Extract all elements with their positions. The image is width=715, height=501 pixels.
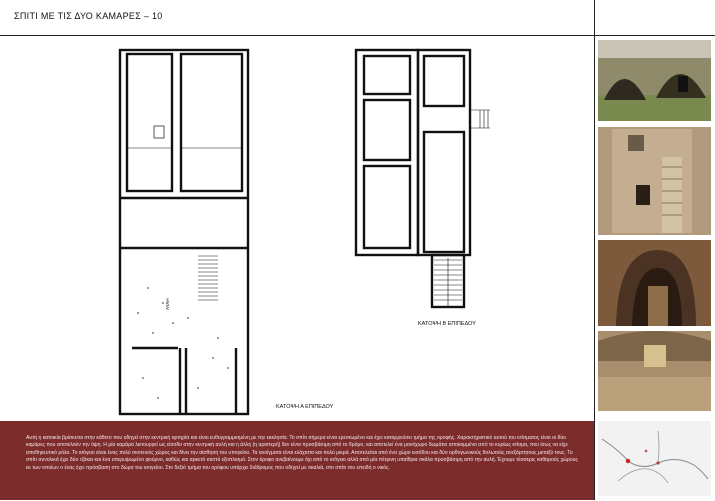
photo-vaulted-room: [598, 331, 711, 411]
courtyard-label: ΑΥΛΗ: [165, 298, 170, 310]
location-map: [598, 421, 711, 496]
first-floor-plan: [354, 48, 494, 310]
description-panel: [0, 421, 594, 500]
description-text: Αυτή η κατοικία βρίσκεται στην κάθετο που οδηγεί στην κεντρική αρτηρία και είναι ευθυγραμμισμένη με την εκκλησία. Το σπίτι σήμερα είναι ερειπωμένο και έχει καταρρεύσει τμήμα της οροφής. Χαρακτηριστικό αυτού του κτίσματος είναι οι δύο καμάρες που αποτελούν την όψη. Η μία καμάρα λειτουργεί ως είσοδο στην κεντρική αυλή και η άλλη (η αριστερή) δεν είναι προσβάσιμη από το δρόμο, και αποτελεί ένα μονόχωρο δωμάτιο αποκομμένο από το κυρίως κτίσμα, που ίσως να είχε αποθηκευτικό ρόλο. Το ισόγειο είναι ένας πολύ σκοτεινός χώρος και δίνει την αίσθηση του υπογείου. Τα ανοίγματα είναι ελάχιστα και πολύ μικρά. Αποτελείται από ένα χώρο εισόδου και δύο ορθογωνικούς θολωτούς ανεξάρτητους μεταξύ τους. Το σπίτι συνολικά έχει δύο τζάκια και ένα υπερυψωμένο φούρνο, καθώς και αρκετό κτιστό εξοπλισμό. Στον όροφο ανεβαίνουμε όχι από το ισόγειο αλλά από μία πέτρινη υπαίθρια σκάλα προσβάσιμη από την αυλή. Έχουμε τέσσερις καθαρούς χώρους εκ των οποίων ο ένας έχει πρόσβαση στο δώμα του ισογείου. Στο δεξιό τμήμα του ορόφου υπάρχει διάδρομος που οδηγεί με σκαλιά, στο σπίτι του επειδή ο νικός.: [26, 435, 579, 471]
photo-column-header: [595, 0, 715, 36]
photo-arches-exterior: [598, 40, 711, 121]
column-divider: [594, 0, 595, 500]
photo-interior-stairs: [598, 127, 711, 235]
plan-a-caption: ΚΑΤΟΨΗ Α ΕΠΙΠΕΔΟΥ: [276, 404, 334, 410]
plan-b-caption: ΚΑΤΟΨΗ Β ΕΠΙΠΕΔΟΥ: [418, 321, 476, 327]
photo-arch-interior: [598, 240, 711, 326]
header-bar: [0, 0, 594, 36]
ground-floor-plan: [118, 48, 250, 416]
page-title: ΣΠΙΤΙ ΜΕ ΤΙΣ ΔΥΟ ΚΑΜΑΡΕΣ – 10: [14, 11, 163, 21]
